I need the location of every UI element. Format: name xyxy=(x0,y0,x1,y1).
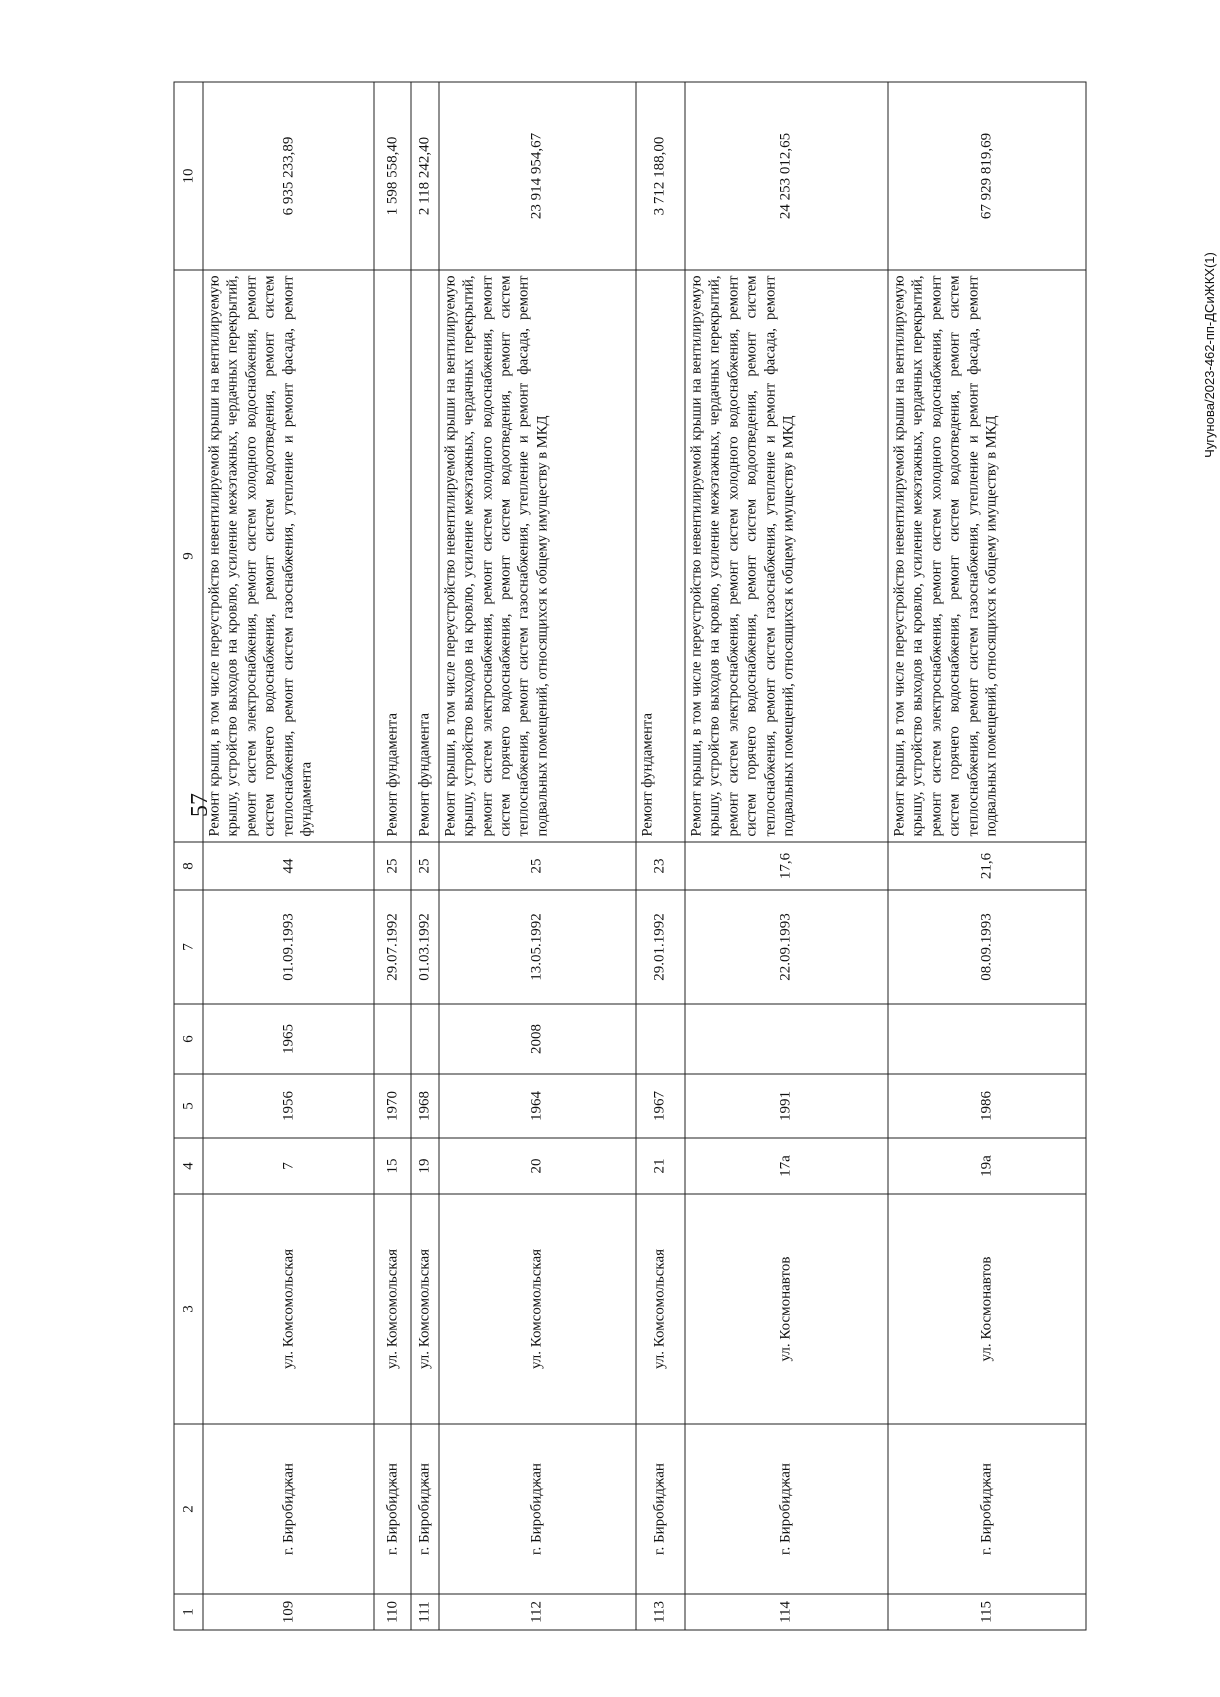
header-cell: 8 xyxy=(174,842,203,890)
table-row xyxy=(685,82,888,1630)
table-row xyxy=(203,82,374,1630)
city-cell: г. Биробиджан xyxy=(439,1424,636,1594)
date-cell: 29.07.1992 xyxy=(374,890,411,1004)
year-repair-cell xyxy=(374,1004,411,1074)
wear-cell: 21,6 xyxy=(888,842,1086,890)
date-cell: 08.09.1993 xyxy=(888,890,1086,1004)
year-repair-cell: 2008 xyxy=(439,1004,636,1074)
header-cell: 4 xyxy=(174,1138,203,1194)
header-cell: 10 xyxy=(174,82,203,270)
year-repair-cell xyxy=(685,1004,888,1074)
street-cell: ул. Космонавтов xyxy=(888,1194,1086,1424)
wear-cell: 17,6 xyxy=(685,842,888,890)
row-number: 114 xyxy=(685,1594,888,1630)
header-cell: 7 xyxy=(174,890,203,1004)
header-cell: 3 xyxy=(174,1194,203,1424)
city-cell: г. Биробиджан xyxy=(374,1424,411,1594)
house-cell: 17а xyxy=(685,1138,888,1194)
repair-program-table xyxy=(174,82,1087,1631)
row-number: 112 xyxy=(439,1594,636,1630)
city-cell: г. Биробиджан xyxy=(685,1424,888,1594)
year-repair-cell xyxy=(636,1004,685,1074)
table-row xyxy=(374,82,411,1630)
date-cell: 01.09.1993 xyxy=(203,890,374,1004)
house-cell: 21 xyxy=(636,1138,685,1194)
cost-cell: 6 935 233,89 xyxy=(203,82,374,270)
year-built-cell: 1956 xyxy=(203,1074,374,1138)
table-row xyxy=(888,82,1086,1630)
header-cell: 9 xyxy=(174,270,203,842)
wear-cell: 25 xyxy=(374,842,411,890)
year-built-cell: 1991 xyxy=(685,1074,888,1138)
city-cell: г. Биробиджан xyxy=(411,1424,439,1594)
house-cell: 19а xyxy=(888,1138,1086,1194)
table-row xyxy=(439,82,636,1630)
city-cell: г. Биробиджан xyxy=(888,1424,1086,1594)
table-row xyxy=(411,82,439,1630)
wear-cell: 25 xyxy=(411,842,439,890)
date-cell: 29.01.1992 xyxy=(636,890,685,1004)
house-cell: 19 xyxy=(411,1138,439,1194)
works-cell: Ремонт крыши, в том числе переустройство невентилируемой крыши на вентилируемую крышу, устройство выходов на кровлю, усиление межэтажных, чердачных перекрытий, ремонт систем электроснабжения, ремонт систем холодного водоснабжения, ремонт систем горячего водоснабжения, ремонт систем водоотведения, ремонт систем теплоснабжения, ремонт систем газоснабжения, утепление и ремонт фасада, ремонт подвальных помещений, относящихся к общему имуществу в МКД xyxy=(439,270,636,842)
works-cell: Ремонт фундамента xyxy=(411,270,439,842)
header-row xyxy=(174,82,203,1630)
row-number: 110 xyxy=(374,1594,411,1630)
house-cell: 20 xyxy=(439,1138,636,1194)
street-cell: ул. Комсомольская xyxy=(636,1194,685,1424)
year-built-cell: 1967 xyxy=(636,1074,685,1138)
year-repair-cell: 1965 xyxy=(203,1004,374,1074)
wear-cell: 25 xyxy=(439,842,636,890)
street-cell: ул. Комсомольская xyxy=(439,1194,636,1424)
street-cell: ул. Комсомольская xyxy=(411,1194,439,1424)
date-cell: 22.09.1993 xyxy=(685,890,888,1004)
wear-cell: 44 xyxy=(203,842,374,890)
table-row xyxy=(636,82,685,1630)
works-cell: Ремонт фундамента xyxy=(374,270,411,842)
row-number: 115 xyxy=(888,1594,1086,1630)
works-cell: Ремонт крыши, в том числе переустройство невентилируемой крыши на вентилируемую крышу, устройство выходов на кровлю, усиление межэтажных, чердачных перекрытий, ремонт систем электроснабжения, ремонт систем холодного водоснабжения, ремонт систем горячего водоснабжения, ремонт систем водоотведения, ремонт систем теплоснабжения, ремонт систем газоснабжения, утепление и ремонт фасада, ремонт подвальных помещений, относящихся к общему имуществу в МКД xyxy=(888,270,1086,842)
year-built-cell: 1970 xyxy=(374,1074,411,1138)
works-cell: Ремонт крыши, в том числе переустройство невентилируемой крыши на вентилируемую крышу, устройство выходов на кровлю, усиление межэтажных, чердачных перекрытий, ремонт систем электроснабжения, ремонт систем холодного водоснабжения, ремонт систем горячего водоснабжения, ремонт систем водоотведения, ремонт систем теплоснабжения, ремонт систем газоснабжения, утепление и ремонт фасада, ремонт подвальных помещений, относящихся к общему имуществу в МКД xyxy=(685,270,888,842)
cost-cell: 2 118 242,40 xyxy=(411,82,439,270)
row-number: 109 xyxy=(203,1594,374,1630)
cost-cell: 23 914 954,67 xyxy=(439,82,636,270)
row-number: 113 xyxy=(636,1594,685,1630)
cost-cell: 1 598 558,40 xyxy=(374,82,411,270)
year-built-cell: 1986 xyxy=(888,1074,1086,1138)
document-code: Чугунова/2023-462-пп-ДСиЖКХ(1) xyxy=(1202,252,1217,458)
cost-cell: 24 253 012,65 xyxy=(685,82,888,270)
house-cell: 7 xyxy=(203,1138,374,1194)
works-cell: Ремонт крыши, в том числе переустройство невентилируемой крыши на вентилируемую крышу, устройство выходов на кровлю, усиление межэтажных, чердачных перекрытий, ремонт систем электроснабжения, ремонт систем холодного водоснабжения, ремонт систем горячего водоснабжения, ремонт систем водоотведения, ремонт систем теплоснабжения, ремонт систем газоснабжения, утепление и ремонт фасада, ремонт фундамента xyxy=(203,270,374,842)
header-cell: 6 xyxy=(174,1004,203,1074)
header-cell: 5 xyxy=(174,1074,203,1138)
city-cell: г. Биробиджан xyxy=(203,1424,374,1594)
year-repair-cell xyxy=(411,1004,439,1074)
cost-cell: 3 712 188,00 xyxy=(636,82,685,270)
wear-cell: 23 xyxy=(636,842,685,890)
date-cell: 01.03.1992 xyxy=(411,890,439,1004)
cost-cell: 67 929 819,69 xyxy=(888,82,1086,270)
header-cell: 2 xyxy=(174,1424,203,1594)
works-cell: Ремонт фундамента xyxy=(636,270,685,842)
date-cell: 13.05.1992 xyxy=(439,890,636,1004)
year-built-cell: 1964 xyxy=(439,1074,636,1138)
year-built-cell: 1968 xyxy=(411,1074,439,1138)
year-repair-cell xyxy=(888,1004,1086,1074)
city-cell: г. Биробиджан xyxy=(636,1424,685,1594)
table-container xyxy=(174,83,1087,1631)
header-cell: 1 xyxy=(174,1594,203,1630)
house-cell: 15 xyxy=(374,1138,411,1194)
street-cell: ул. Комсомольская xyxy=(374,1194,411,1424)
page-number: 57 xyxy=(187,793,213,817)
row-number: 111 xyxy=(411,1594,439,1630)
street-cell: ул. Космонавтов xyxy=(685,1194,888,1424)
street-cell: ул. Комсомольская xyxy=(203,1194,374,1424)
